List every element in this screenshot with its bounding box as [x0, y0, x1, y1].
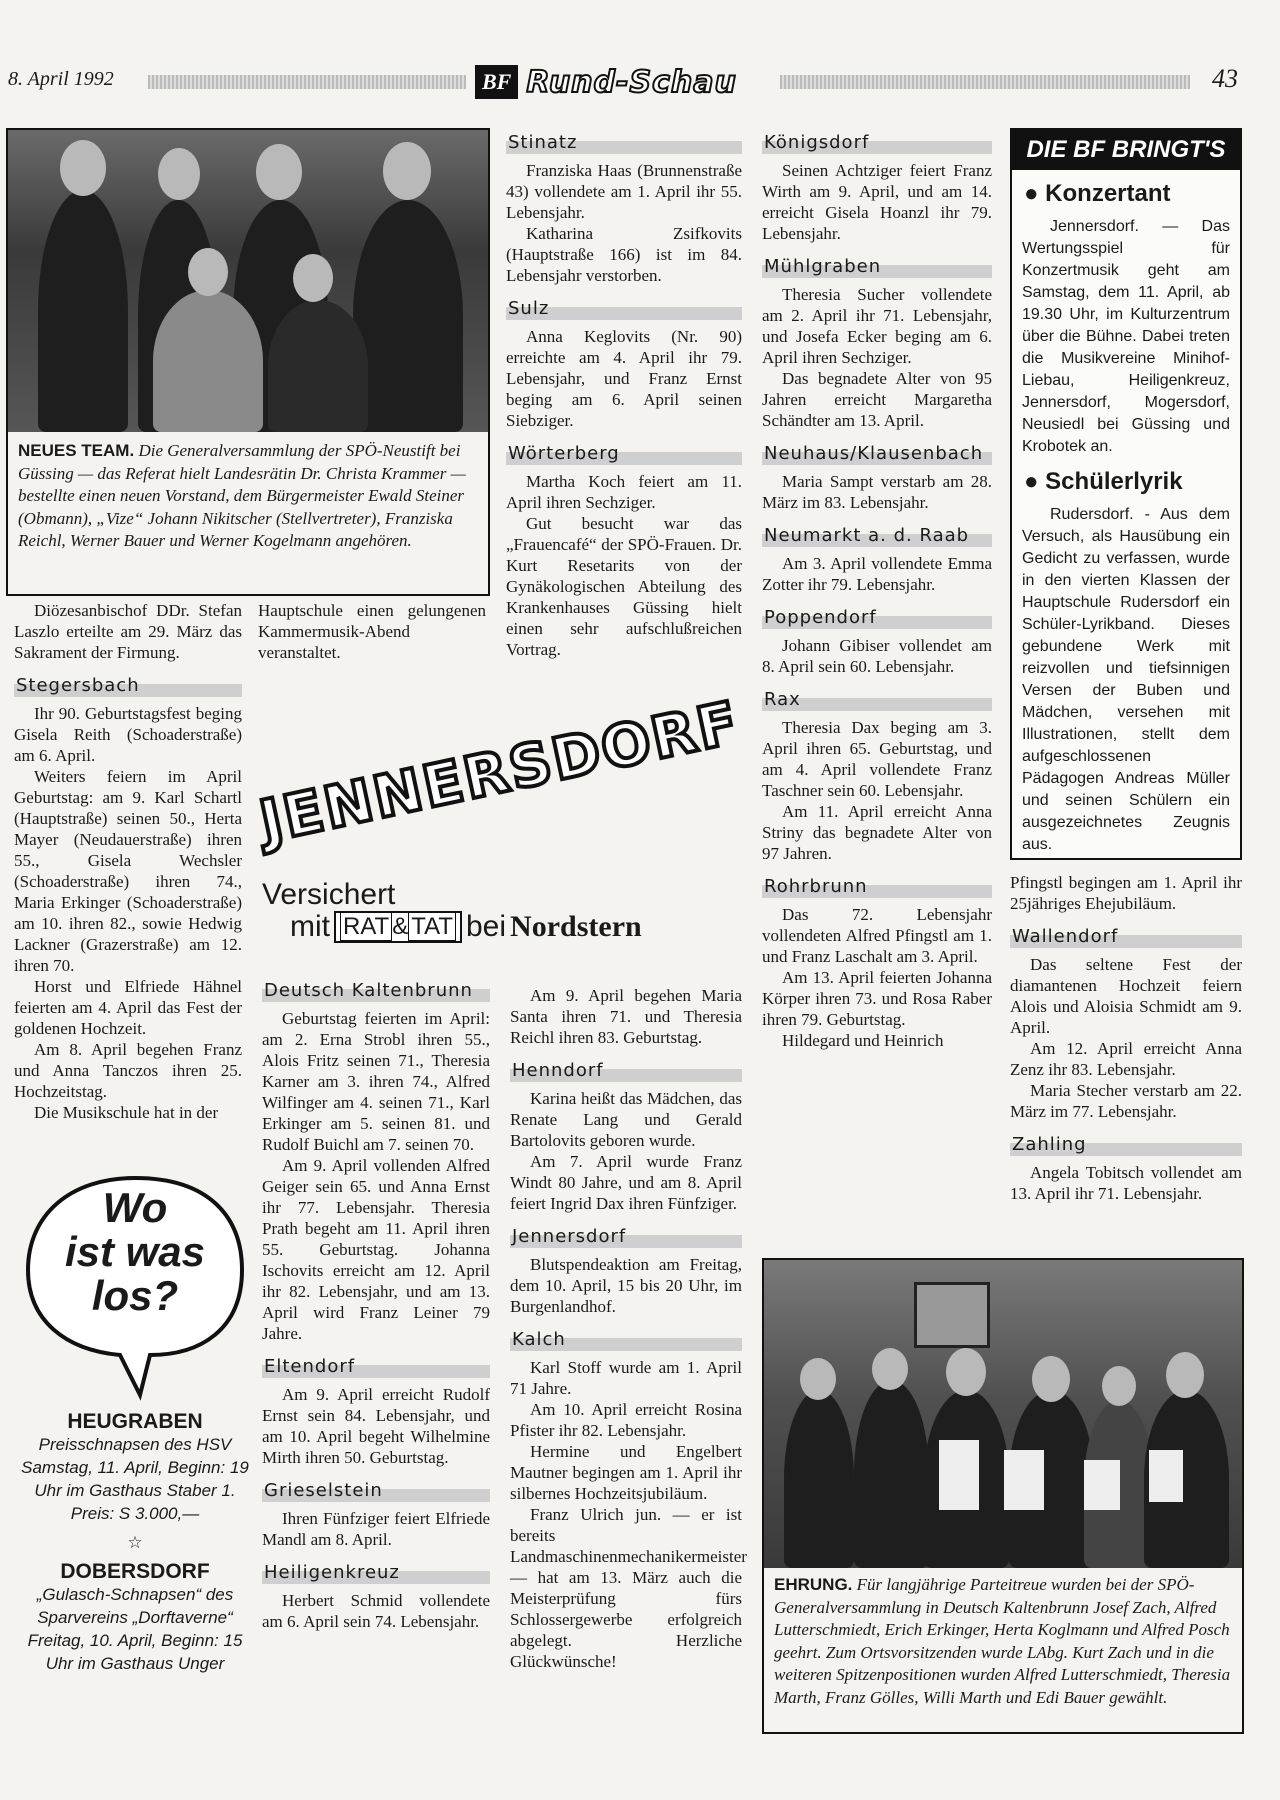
paragraph: Seinen Achtziger feiert Franz Wirth am 9. April, und am 14. erreicht Gisela Hoanzl ihr 79. Lebensjahr.: [762, 161, 992, 243]
section-title-grieselstein: Grieselstein: [262, 1480, 490, 1502]
column-henndorf: [510, 985, 747, 1672]
column-stinatz: [506, 132, 742, 660]
section-title-eltendorf: Eltendorf: [262, 1356, 490, 1378]
box-item2-text: Rudersdorf. - Aus dem Versuch, als Hausübung ein Gedicht zu verfassen, wurde in den vierten Klassen der Hauptschule Rudersdorf ein Schüler-Lyrikband. Dieses gebundene Werk mit reizvollen und tiefsinnigen Versen der Buben und Mädchen, versehen mit Illustrationen, stellt dem aufgeschlossenen Pädagogen Andreas Müller und seinen Schülern ein ausgezeichnetes Zeugnis aus.: [1022, 506, 1230, 853]
group-photo-2: [764, 1260, 1242, 1568]
paragraph: Theresia Dax beging am 3. April ihren 65. Geburtstag, und am 4. April vollendete Franz Taschner sein 60. Lebensjahr.: [762, 718, 992, 800]
paragraph: Am 13. April feierten Johanna Körper ihren 73. und Rosa Raber ihren 79. Geburtstag.: [762, 968, 992, 1029]
paragraph: Johann Gibiser vollendet am 8. April sein 60. Lebensjahr.: [762, 636, 992, 676]
paragraph: Anna Keglovits (Nr. 90) erreichte am 4. April ihr 79. Lebensjahr, und Franz Ernst beging am 6. April seinen Siebziger.: [506, 327, 742, 430]
column-konigsdorf: [762, 132, 992, 1051]
box-item2-title: ● Schülerlyrik: [1024, 468, 1183, 495]
section-title-kalch: Kalch: [510, 1329, 742, 1351]
paragraph: Theresia Sucher vollendete am 2. April ihr 71. Lebensjahr, und Josefa Ecker beging am 6. April ihren Sechziger.: [762, 285, 992, 367]
events-box: [20, 1170, 250, 1790]
section-title-wallendorf: Wallendorf: [1010, 926, 1242, 948]
paragraph: Am 9. April vollenden Alfred Geiger sein 65. und Anna Ernst ihr 77. Lebensjahr. Theresia Prath begeht am 11. April ihren 55. Geburtstag. Johanna Ischovits erreicht am 12. April ihr 82. Lebensjahr, und am 13. April wird Franz Leiner 79 Jahre.: [262, 1156, 490, 1343]
column-musikschule: [258, 600, 486, 663]
logo-bf: BF: [475, 65, 518, 99]
paragraph: Horst und Elfriede Hähnel feierten am 4. April das Fest der goldenen Hochzeit.: [14, 977, 242, 1038]
header-rule-right: [780, 75, 1190, 89]
paragraph: Das 72. Lebensjahr vollendeten Alfred Pfingstl am 1. und Franz Laschalt am 3. April.: [762, 905, 992, 966]
speech-bubble-text: Wo ist was los?: [64, 1184, 206, 1319]
box-item1-text: Jennersdorf. — Das Wertungsspiel für Konzertmusik geht am Samstag, dem 11. April, ab 19.30 Uhr, im Kulturzentrum über die Bühne. Dabei treten die Musikvereine Minihof-Liebau, Heiligenkreuz, Jennersdorf, Mogersdorf, Neusiedl bei Güssing und Krobotek an.: [1022, 218, 1230, 455]
section-title-muhlgraben: Mühlgraben: [762, 256, 992, 278]
paragraph: Am 12. April erreicht Anna Zenz ihr 83. Lebensjahr.: [1010, 1039, 1242, 1079]
photo1-caption: NEUES TEAM. Die Generalversammlung der SPÖ-Neustift bei Güssing — das Referat hielt Landesrätin Dr. Christa Krammer — bestellte einen neuen Vorstand, dem Bürgermeister Ewald Steiner (Obmann), „Vize“ Johann Nikitscher (Stellvertreter), Franziska Reichl, Werner Bauer und Werner Kogelmann angehören.: [18, 441, 466, 550]
paragraph: Das begnadete Alter von 95 Jahren erreicht Margaretha Schändter am 13. April.: [762, 369, 992, 430]
section-title-neumarkt: Neumarkt a. d. Raab: [762, 525, 992, 547]
paragraph: Am 11. April erreicht Anna Striny das begnadete Alter von 97 Jahren.: [762, 802, 992, 863]
paragraph: Martha Koch feiert am 11. April ihren Sechziger.: [506, 472, 742, 512]
paragraph: Franziska Haas (Brunnenstraße 43) vollendete am 1. April ihr 55. Lebensjahr.: [506, 161, 742, 222]
masthead-logo: [475, 60, 737, 104]
section-title-zahling: Zahling: [1010, 1134, 1242, 1156]
section-title-poppendorf: Poppendorf: [762, 607, 992, 629]
ad-nordstern: [253, 660, 746, 960]
paragraph: Blutspendeaktion am Freitag, dem 10. April, 15 bis 20 Uhr, im Burgenlandhof.: [510, 1255, 742, 1316]
section-title-dk: Deutsch Kaltenbrunn: [262, 980, 490, 1002]
column-stegersbach: [14, 600, 242, 1123]
paragraph: Geburtstag feierten im April: am 2. Erna Strobl ihren 55., Alois Fritz seinen 71., Theresia Karner am 3. ihren 74., Alfred Wilfinger am 4. seinen 71., Karl Erkinger am 5. seinen 81. und Rudolf Buichl am 7. seinen 70.: [262, 1009, 490, 1154]
section-title-heiligenkreuz: Heiligenkreuz: [262, 1562, 490, 1584]
paragraph: Am 9. April erreicht Rudolf Ernst sein 84. Lebensjahr, und am 10. April begeht Wilhelmine Mirth ihren 50. Geburtstag.: [262, 1385, 490, 1467]
ad-line2: mit RAT & TAT bei Nordstern: [290, 910, 642, 943]
paragraph: Maria Stecher verstarb am 22. März im 77. Lebensjahr.: [1010, 1081, 1242, 1121]
paragraph: Maria Sampt verstarb am 28. März im 83. Lebensjahr.: [762, 472, 992, 512]
column-deutsch-kaltenbrunn: [262, 980, 490, 1632]
paragraph: Am 9. April begehen Maria Santa ihren 71. und Theresia Reichl ihren 83. Geburtstag.: [510, 986, 742, 1047]
column-wallendorf: [1010, 872, 1242, 1204]
paragraph: Gut besucht war das „Frauencafé“ der SPÖ-Frauen. Dr. Kurt Resetarits von der Gynäkologischen Abteilung des Krankenhauses Güssing hielt einen sehr aufschlußreichen Vortrag.: [506, 514, 742, 659]
section-title-worterberg: Wörterberg: [506, 443, 742, 465]
paragraph: Karina heißt das Mädchen, das Renate Lang und Gerald Bartolovits geboren wurde.: [510, 1089, 742, 1150]
paragraph: Am 10. April erreicht Rosina Pfister ihr 82. Lebensjahr.: [510, 1400, 742, 1440]
ad-title: JENNERSDORF: [253, 688, 746, 856]
section-title-rohrbrunn: Rohrbrunn: [762, 876, 992, 898]
paragraph: Hermine und Engelbert Mautner begingen am 1. April ihr silbernes Hochzeitsjubiläum.: [510, 1442, 742, 1503]
paragraph: Angela Tobitsch vollendet am 13. April ihr 71. Lebensjahr.: [1010, 1163, 1242, 1203]
paragraph: Am 3. April vollendete Emma Zotter ihr 79. Lebensjahr.: [762, 554, 992, 594]
paragraph: Ihr 90. Geburtstagsfest beging Gisela Reith (Schoaderstraße) am 6. April.: [14, 704, 242, 765]
paragraph: Katharina Zsifkovits (Hauptstraße 166) ist im 84. Lebensjahr verstorben.: [506, 224, 742, 285]
issue-date: 8. April 1992: [8, 68, 114, 90]
paragraph: Pfingstl begingen am 1. April ihr 25jähriges Ehejubiläum.: [1010, 873, 1242, 913]
paragraph: Karl Stoff wurde am 1. April 71 Jahre.: [510, 1358, 742, 1398]
section-title-stegersbach: Stegersbach: [14, 675, 242, 697]
box-title: DIE BF BRINGT'S: [1012, 130, 1240, 170]
rat-tat-logo: RAT & TAT: [334, 911, 462, 943]
photo-ehrung: [762, 1258, 1244, 1734]
section-title-stinatz: Stinatz: [506, 132, 742, 154]
group-photo-1: [8, 130, 488, 432]
paragraph: Am 7. April wurde Franz Windt 80 Jahre, und am 8. April feiert Ingrid Dax ihren Fünfziger.: [510, 1152, 742, 1213]
page-number: 43: [1212, 64, 1238, 93]
ad-line1: Versichert: [262, 878, 396, 911]
photo2-caption: EHRUNG. Für langjährige Parteitreue wurden bei der SPÖ-Generalversammlung in Deutsch Kaltenbrunn Josef Zach, Alfred Lutterschmiedt, Erich Erkinger, Herta Koglmann und Alfred Posch geehrt. Zum Ortsvorsitzenden wurde LAbg. Kurt Zach und in die weiteren Spitzenpositionen wurden Alfred Lutterschmiedt, Theresia Marth, Franz Gölles, Willi Marth und Edi Bauer gewählt.: [774, 1575, 1231, 1707]
paragraph: Das seltene Fest der diamantenen Hochzeit feiern Alois und Aloisia Schmidt am 9. April.: [1010, 955, 1242, 1037]
paragraph: Hauptschule einen gelungenen Kammermusik-Abend veranstaltet.: [258, 601, 486, 662]
logo-title: Rund-Schau: [526, 64, 737, 100]
photo-neues-team: [6, 128, 490, 596]
paragraph: Am 8. April begehen Franz und Anna Tanczos ihren 25. Hochzeitstag.: [14, 1040, 242, 1101]
paragraph: Franz Ulrich jun. — er ist bereits Landmaschinenmechanikermeister — hat am 13. März auch die Meisterprüfung fürs Schlossergewerbe erfolgreich abgelegt. Herzliche Glückwünsche!: [510, 1505, 747, 1671]
paragraph: Hildegard und Heinrich: [782, 1031, 944, 1050]
paragraph: Weiters feiern im April Geburtstag: am 9. Karl Schartl (Hauptstraße) seinen 50., Herta Mayer (Neudauerstraße) ihren 55., Gisela Wechsler (Schoaderstraße) ihren 74., Maria Erkinger (Schoaderstraße) am 10. ihren 82., sowie Hedwig Lackner (Grazerstraße) am 12. ihren 70.: [14, 767, 242, 975]
intro-text: Diözesanbischof DDr. Stefan Laszlo erteilte am 29. März das Sakrament der Firmung.: [14, 601, 242, 662]
header-rule-left: [148, 75, 466, 89]
section-title-konigsdorf: Königsdorf: [762, 132, 992, 154]
section-title-henndorf: Henndorf: [510, 1060, 742, 1082]
section-title-sulz: Sulz: [506, 298, 742, 320]
paragraph: Herbert Schmid vollendete am 6. April sein 74. Lebensjahr.: [262, 1591, 490, 1631]
section-title-neuhaus: Neuhaus/Klausenbach: [762, 443, 992, 465]
event-heugraben: HEUGRABEN Preisschnapsen des HSV Samstag, 11. April, Beginn: 19 Uhr im Gasthaus Staber 1. Preis: S 3.000,— ☆ DOBERSDORF „Gulasch-Schnapsen“ des Sparvereins „Dorftaverne“ Freitag, 10. April, Beginn: 15 Uhr im Gasthaus Unger: [21, 1410, 249, 1673]
paragraph: Ihren Fünfziger feiert Elfriede Mandl am 8. April.: [262, 1509, 490, 1549]
box-item1-title: ● Konzertant: [1024, 180, 1171, 207]
section-title-rax: Rax: [762, 689, 992, 711]
bf-bringts-box: [1010, 128, 1242, 860]
paragraph: Die Musikschule hat in der: [34, 1103, 219, 1122]
section-title-jennersdorf: Jennersdorf: [510, 1226, 742, 1248]
